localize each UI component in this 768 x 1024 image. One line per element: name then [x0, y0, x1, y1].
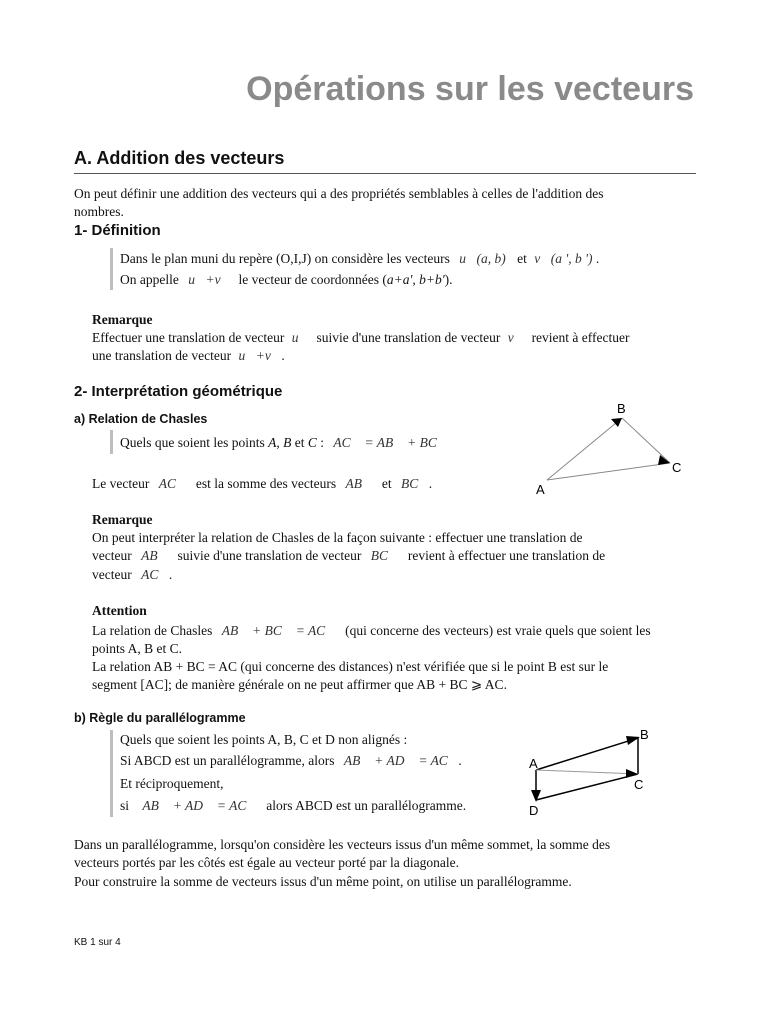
definition-remark-title: Remarque — [92, 312, 153, 327]
parallelogram-line-4: si AB⃗ + AD⃗ = AC⃗ alors ABCD est un parallélogramme. — [120, 798, 467, 813]
side-dc — [536, 774, 638, 800]
point-b-label: B — [640, 727, 649, 742]
point-c-label: C — [672, 460, 682, 475]
section-a-heading: A. Addition des vecteurs — [74, 148, 285, 168]
attention-line-3: La relation AB + BC = AC (qui concerne des distances) n'est vérifiée que si le point B est sur le — [92, 659, 609, 674]
page-title: Opérations sur les vecteurs — [246, 70, 694, 108]
attention-title: Attention — [92, 603, 147, 618]
parallelogram-bar — [110, 730, 113, 817]
page-footer: KB 1 sur 4 — [74, 937, 121, 948]
conclusion-line-2: vecteurs portés par les côtés est égale au vecteur porté par la diagonale. — [74, 855, 459, 870]
chasles-remark-line-2: vecteur AB⃗ suivie d'une translation de vecteur BC⃗ revient à effectuer une translation de — [92, 548, 606, 563]
section-divider — [74, 173, 696, 174]
chasles-sum-line: Le vecteur AC⃗ est la somme des vecteurs AB⃗ et BC⃗. — [92, 476, 433, 491]
chasles-diagram — [525, 395, 700, 500]
definition-remark-line-1: Effectuer une translation de vecteur u⃗ suivie d'une translation de vecteur v⃗ revient à effectuer — [92, 330, 630, 345]
chasles-heading: a) Relation de Chasles — [74, 412, 208, 426]
definition-bar — [110, 248, 113, 290]
intro-line-1: On peut définir une addition des vecteurs qui a des propriétés semblables à celles de l'addition des — [74, 186, 604, 201]
parallelogram-line-2: Si ABCD est un parallélogramme, alors AB⃗ + AD⃗ = AC⃗. — [120, 753, 462, 768]
chasles-bar — [110, 430, 113, 454]
chasles-remark-line-1: On peut interpréter la relation de Chasles de la façon suivante : effectuer une translation de — [92, 530, 583, 545]
chasles-statement: Quels que soient les points A, B et C : AC⃗ = AB⃗ + BC⃗ — [120, 435, 448, 450]
definition-line-1: Dans le plan muni du repère (O,I,J) on considère les vecteurs u⃗(a, b) et v⃗(a ', b ') . — [120, 251, 600, 266]
chasles-remark-title: Remarque — [92, 512, 153, 527]
interpretation-heading: 2- Interprétation géométrique — [74, 383, 283, 400]
point-c-label: C — [634, 777, 644, 792]
parallelogram-diagram — [520, 722, 670, 822]
conclusion-line-1: Dans un parallélogramme, lorsqu'on considère les vecteurs issus d'un même sommet, la somme des — [74, 837, 611, 852]
point-a-label: A — [536, 482, 545, 497]
intro-line-2: nombres. — [74, 204, 124, 219]
parallelogram-heading: b) Règle du parallélogramme — [74, 711, 246, 725]
arrowhead-d — [531, 790, 541, 802]
definition-line-2: On appelle u⃗+v⃗ le vecteur de coordonnées (a+a', b+b'). — [120, 272, 453, 287]
parallelogram-line-1: Quels que soient les points A, B, C et D non alignés : — [120, 732, 408, 747]
attention-line-2: points A, B et C. — [92, 641, 183, 656]
point-a-label: A — [529, 756, 538, 771]
vector-ac — [547, 463, 670, 480]
attention-line-1: La relation de Chasles AB⃗ + BC⃗ = AC⃗ (qui concerne des vecteurs) est vraie quels que soient les — [92, 623, 651, 638]
vector-ab — [536, 738, 638, 770]
definition-heading: 1- Définition — [74, 222, 161, 239]
conclusion-line-3: Pour construire la somme de vecteurs issus d'un même point, on utilise un parallélogramme. — [74, 874, 572, 889]
parallelogram-line-3: Et réciproquement, — [120, 776, 224, 791]
point-b-label: B — [617, 401, 626, 416]
vector-bc — [622, 418, 670, 463]
vector-ac — [536, 770, 638, 774]
chasles-remark-line-3: vecteur AC⃗. — [92, 567, 173, 582]
definition-remark-line-2: une translation de vecteur u⃗+v⃗. — [92, 348, 285, 363]
point-d-label: D — [529, 803, 539, 818]
attention-line-4: segment [AC]; de manière générale on ne peut affirmer que AB + BC ⩾ AC. — [92, 677, 507, 692]
